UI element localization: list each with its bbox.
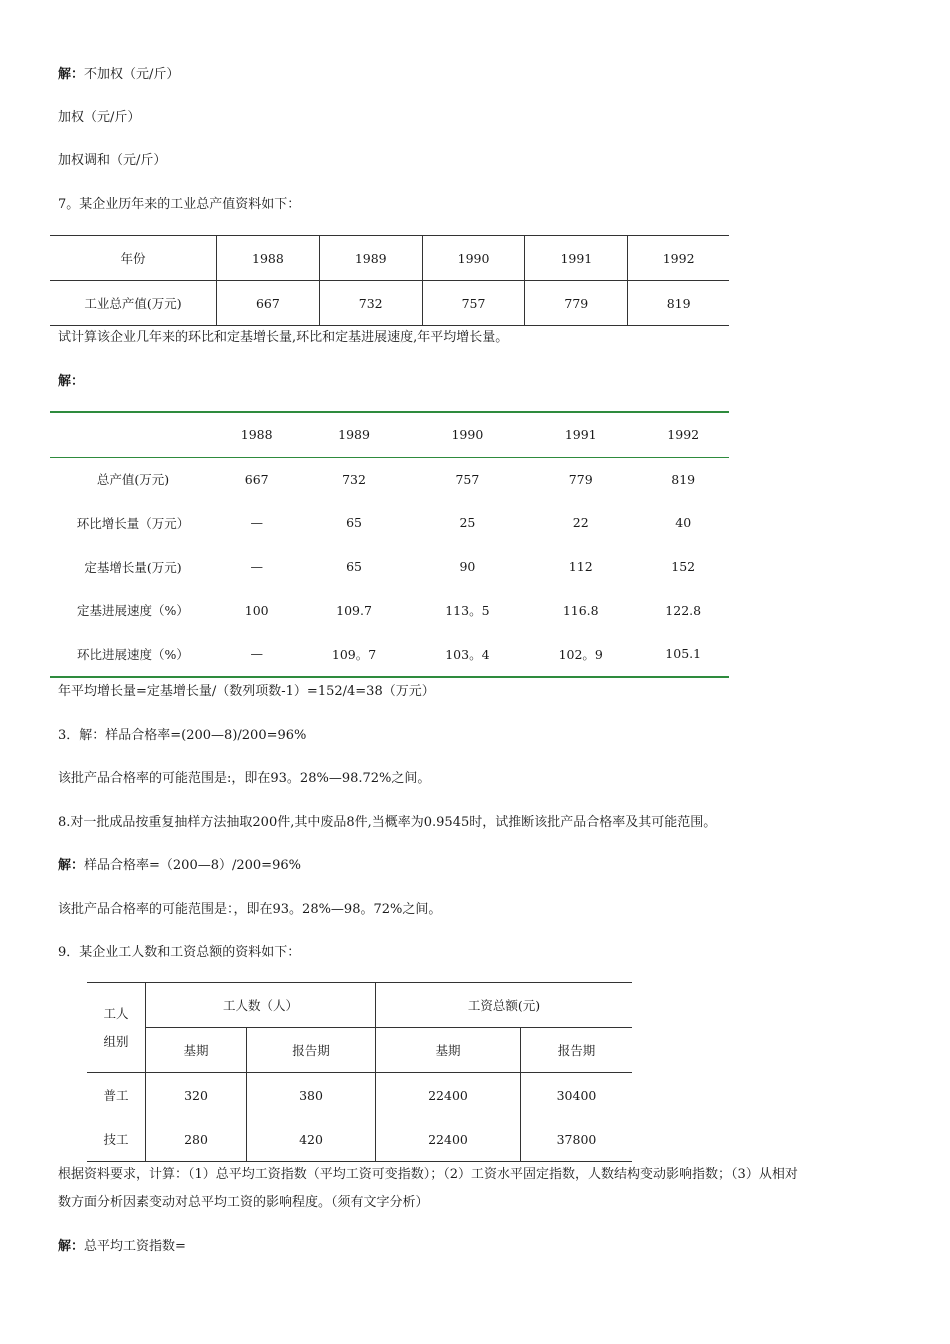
answer-label: 解：	[58, 858, 85, 873]
question-9: 9．某企业工人数和工资总额的资料如下：	[58, 945, 301, 960]
table-cell: 1990	[411, 412, 524, 457]
table-cell: 320	[146, 1073, 247, 1118]
table-header-row	[50, 236, 729, 281]
table-cell: 1992	[628, 236, 729, 281]
table-cell: 普工	[87, 1073, 146, 1118]
table-cell: 定基进展速度（%）	[77, 603, 189, 619]
table-cell: 1989	[319, 236, 422, 281]
table-cell: —	[250, 559, 263, 575]
answer-label: 解：	[58, 1239, 85, 1254]
table-cell: 25	[459, 515, 476, 531]
table-cell: 100	[244, 602, 269, 618]
answer-text: 样品合格率=（200—8）/200=96%	[84, 858, 301, 873]
table-cell: 732	[319, 281, 422, 326]
output-value-table	[50, 235, 729, 326]
text-line-8: 3．解：样品合格率=(200—8)/200=96%	[58, 728, 307, 743]
table-row	[50, 588, 729, 632]
answer-line-16	[58, 1238, 186, 1256]
answer-label: 解：	[58, 67, 85, 82]
table-cell: 102。9	[524, 632, 637, 677]
group-label-1: 工人	[103, 1005, 129, 1021]
table-cell: 年份	[50, 236, 217, 281]
table-cell: 152	[671, 559, 696, 575]
table-cell: 工业总产值(万元)	[50, 281, 217, 326]
table-cell: 819	[628, 281, 729, 326]
table-cell: 819	[671, 471, 696, 487]
table-cell: 总产值(万元)	[96, 472, 170, 488]
text-line-3: 加权调和（元/斤）	[58, 153, 167, 168]
table-cell: 757	[422, 281, 525, 326]
table-cell: 1988	[217, 236, 320, 281]
group-label-2: 组别	[103, 1033, 129, 1049]
table-cell: 779	[525, 281, 628, 326]
table-row	[87, 1073, 632, 1118]
table-cell: 1991	[524, 412, 637, 457]
table-cell: 40	[675, 515, 692, 531]
table-cell: —	[216, 632, 297, 677]
table-row	[87, 1117, 632, 1162]
table-cell: 22	[572, 515, 589, 531]
table-cell: 280	[146, 1117, 247, 1162]
table-cell: 109.7	[336, 602, 372, 618]
question-7: 7。某企业历年来的工业总产值资料如下：	[58, 197, 301, 212]
table-cell: 基期	[376, 1028, 521, 1073]
question-8: 8.对一批成品按重复抽样方法抽取200件,其中废品8件,当概率为0.9545时，试推断该批产品合格率及其可能范围。	[58, 815, 717, 830]
table-cell: 基期	[146, 1028, 247, 1073]
table-header-row	[50, 412, 729, 457]
table-cell: 技工	[87, 1117, 146, 1162]
table-cell: 1992	[637, 412, 729, 457]
table-cell: 1991	[525, 236, 628, 281]
table-header-row	[87, 983, 632, 1028]
table-cell: 732	[342, 471, 366, 487]
table-cell: 420	[247, 1117, 376, 1162]
question-7-task: 试计算该企业几年来的环比和定基增长量,环比和定基进展速度,年平均增长量。	[58, 330, 509, 345]
text-line-9: 该批产品合格率的可能范围是:，即在93。28%—98.72%之间。	[58, 771, 431, 786]
table-cell: 22400	[376, 1073, 521, 1118]
wage-table	[87, 982, 632, 1162]
table-cell: 37800	[521, 1117, 633, 1162]
table-cell: —	[250, 515, 263, 531]
question-9-task-1: 根据资料要求，计算：（1）总平均工资指数（平均工资可变指数）；（2）工资水平固定指数，人数结构变动影响指数；（3）从相对	[58, 1167, 798, 1182]
table-subheader-row	[87, 1028, 632, 1073]
table-cell: 113。5	[445, 603, 490, 619]
table-cell: 90	[459, 559, 476, 575]
table-cell: 环比进展速度（%）	[50, 632, 216, 677]
answer-line-1	[58, 66, 179, 84]
text-line-12: 该批产品合格率的可能范围是：，即在93。28%—98。72%之间。	[58, 902, 442, 917]
table-cell: 380	[247, 1073, 376, 1118]
table-cell: 122.8	[665, 602, 702, 618]
table-cell: 报告期	[247, 1028, 376, 1073]
table-cell: 65	[346, 559, 362, 575]
table-cell: 1989	[297, 412, 410, 457]
table-cell: 30400	[521, 1073, 633, 1118]
table-cell: 103。4	[411, 632, 524, 677]
table-cell: 667	[217, 281, 320, 326]
answer-text: 总平均工资指数=	[84, 1239, 186, 1254]
table-row	[50, 281, 729, 326]
table-row	[50, 545, 729, 589]
wages-header: 工资总额(元)	[376, 983, 633, 1028]
table-cell: 105.1	[637, 632, 729, 677]
table-cell: 1988	[216, 412, 297, 457]
table-row	[50, 632, 729, 677]
table-cell: 116.8	[562, 602, 599, 618]
table-cell: 667	[244, 471, 269, 487]
answer-text: 不加权（元/斤）	[84, 67, 180, 82]
group-header-cell	[87, 983, 146, 1073]
table-cell: 定基增长量(万元)	[84, 559, 182, 575]
table-cell: 779	[568, 471, 593, 487]
table-row	[50, 501, 729, 545]
table-cell: 65	[346, 515, 362, 531]
text-line-2: 加权（元/斤）	[58, 110, 141, 125]
answer-line-11	[58, 857, 301, 875]
answer-label: 解：	[58, 374, 85, 389]
table-cell: 1990	[422, 236, 525, 281]
text-line-7: 年平均增长量=定基增长量/（数列项数-1）=152/4=38（万元）	[58, 684, 435, 699]
table-cell: 22400	[376, 1117, 521, 1162]
table-cell	[50, 412, 216, 457]
question-9-task-2: 数方面分析因素变动对总平均工资的影响程度。（须有文字分析）	[58, 1195, 429, 1210]
table-cell: 112	[568, 559, 593, 575]
workers-header: 工人数（人）	[146, 983, 376, 1028]
table-row	[50, 457, 729, 501]
table-cell: 109。7	[297, 632, 410, 677]
table-cell: 环比增长量（万元）	[76, 515, 190, 531]
growth-table	[50, 411, 729, 678]
table-cell: 757	[455, 471, 480, 487]
table-cell: 报告期	[521, 1028, 633, 1073]
